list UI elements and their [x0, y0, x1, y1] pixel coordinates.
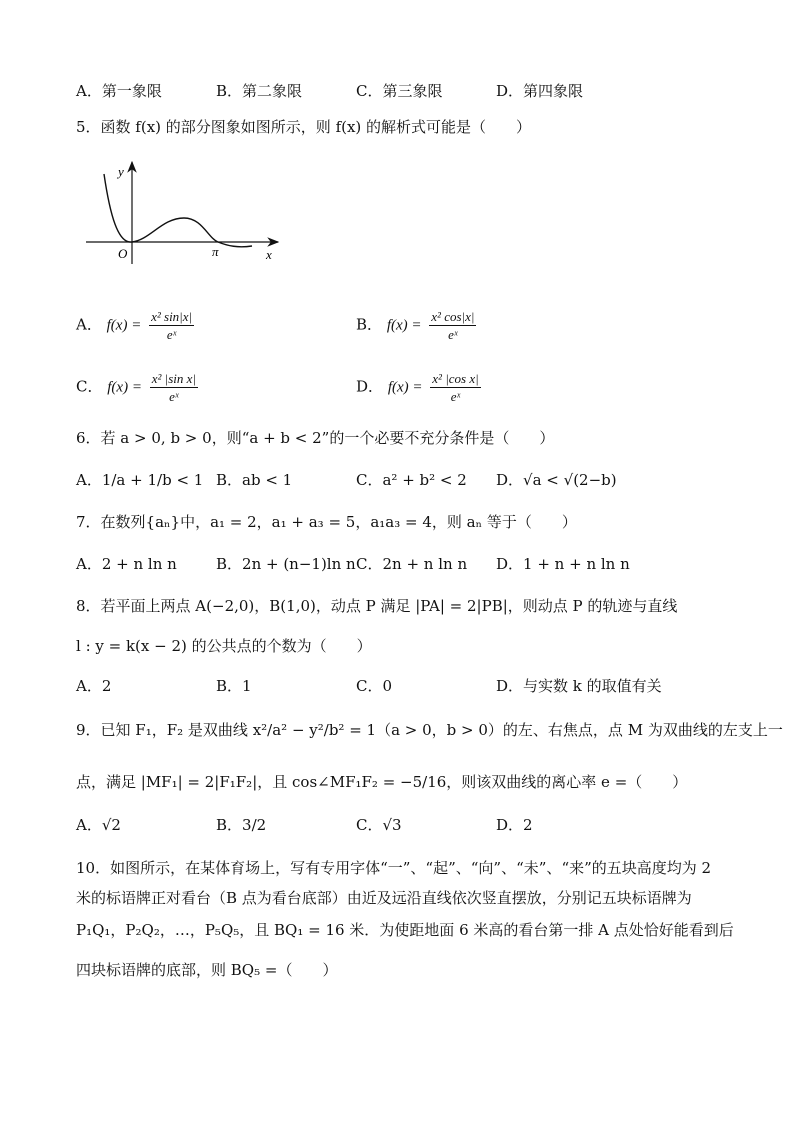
fraction-numerator: x² cos|x| [431, 309, 475, 324]
option-lhs: f(x) = [386, 317, 422, 334]
option-letter: B． [356, 315, 383, 334]
q10-line4: 四块标语牌的底部，则 BQ₅ =（ ） [76, 961, 338, 979]
q8-option-d: D．与实数 k 的取值有关 [496, 677, 662, 695]
fraction-numerator: x² |sin x| [151, 371, 196, 386]
q5-stem: 5．函数 f(x) 的部分图象如图所示，则 f(x) 的解析式可能是（ ） [76, 118, 532, 136]
q9-stem-line1: 9．已知 F₁，F₂ 是双曲线 x²/a² − y²/b² = 1（a > 0，b > 0）的左、右焦点，点 M 为双曲线的左支上一 [76, 721, 783, 739]
fraction-denominator: eˣ [166, 327, 177, 342]
option-lhs: f(x) = [387, 379, 423, 396]
q9-option-d: D．2 [496, 816, 533, 834]
pi-label: π [212, 244, 219, 259]
q6-option-c: C．a² + b² < 2 [356, 471, 467, 489]
q10-line2: 米的标语牌正对看台（B 点为看台底部）由近及远沿直线依次竖直摆放，分别记五块标语牌为 [76, 889, 692, 907]
y-axis-label: y [118, 164, 124, 179]
option-lhs: f(x) = [106, 317, 142, 334]
q5-option-b [356, 308, 479, 343]
q7-stem: 7．在数列{aₙ}中，a₁ = 2，a₁ + a₃ = 5，a₁a₃ = 4，则 aₙ 等于（ ） [76, 513, 577, 531]
option-lhs: f(x) = [107, 379, 142, 396]
q6-stem: 6．若 a > 0, b > 0，则“a + b < 2”的一个必要不充分条件是（ ） [76, 429, 555, 447]
q7-option-b: B．2n + (n−1)ln n [216, 555, 356, 573]
q10-line1: 10．如图所示，在某体育场上，写有专用字体“一”、“起”、“向”、“未”、“来”的五块高度均为 2 [76, 859, 712, 877]
q8-stem-line2: l : y = k(x − 2) 的公共点的个数为（ ） [76, 637, 372, 655]
q5-option-d [356, 370, 484, 405]
function-curve [104, 174, 252, 247]
option-letter: A． [76, 315, 102, 334]
q5-function-graph [84, 160, 284, 265]
option-letter: C． [76, 377, 103, 396]
fraction-numerator: x² |cos x| [432, 371, 479, 386]
q6-option-b: B．ab < 1 [216, 471, 293, 489]
q9-option-a: A．√2 [76, 816, 121, 834]
q8-stem-line1: 8．若平面上两点 A(−2,0)，B(1,0)，动点 P 满足 |PA| = 2|PB|，则动点 P 的轨迹与直线 [76, 597, 678, 615]
origin-label: O [118, 246, 128, 261]
q5-option-c [76, 370, 201, 405]
q4-option-d: D．第四象限 [496, 82, 584, 100]
fraction-denominator: eˣ [169, 389, 179, 404]
q6-option-d: D．√a < √(2−b) [496, 471, 617, 489]
q7-option-a: A．2 + n ln n [76, 555, 177, 573]
q7-option-c: C．2n + n ln n [356, 555, 468, 573]
q4-option-b: B．第二象限 [216, 82, 303, 100]
fraction-denominator: eˣ [450, 389, 461, 404]
fraction-numerator: x² sin|x| [151, 309, 193, 324]
q6-option-a: A．1/a + 1/b < 1 [76, 471, 204, 489]
x-axis-label: x [266, 247, 272, 262]
option-letter: D． [356, 377, 384, 396]
q4-option-c: C．第三象限 [356, 82, 443, 100]
q4-option-a: A．第一象限 [76, 82, 162, 100]
fraction-denominator: eˣ [448, 327, 458, 342]
q8-option-a: A．2 [76, 677, 112, 695]
q9-stem-line2: 点，满足 |MF₁| = 2|F₁F₂|，且 cos∠MF₁F₂ = −5/16，则该双曲线的离心率 e =（ ） [76, 773, 688, 791]
q9-option-c: C．√3 [356, 816, 402, 834]
q9-option-b: B．3/2 [216, 816, 267, 834]
q10-line3: P₁Q₁，P₂Q₂，…，P₅Q₅，且 BQ₁ = 16 米．为使距地面 6 米高的看台第一排 A 点处恰好能看到后 [76, 921, 734, 939]
q8-option-c: C．0 [356, 677, 393, 695]
q7-option-d: D．1 + n + n ln n [496, 555, 630, 573]
q5-option-a [76, 308, 197, 343]
q8-option-b: B．1 [216, 677, 252, 695]
